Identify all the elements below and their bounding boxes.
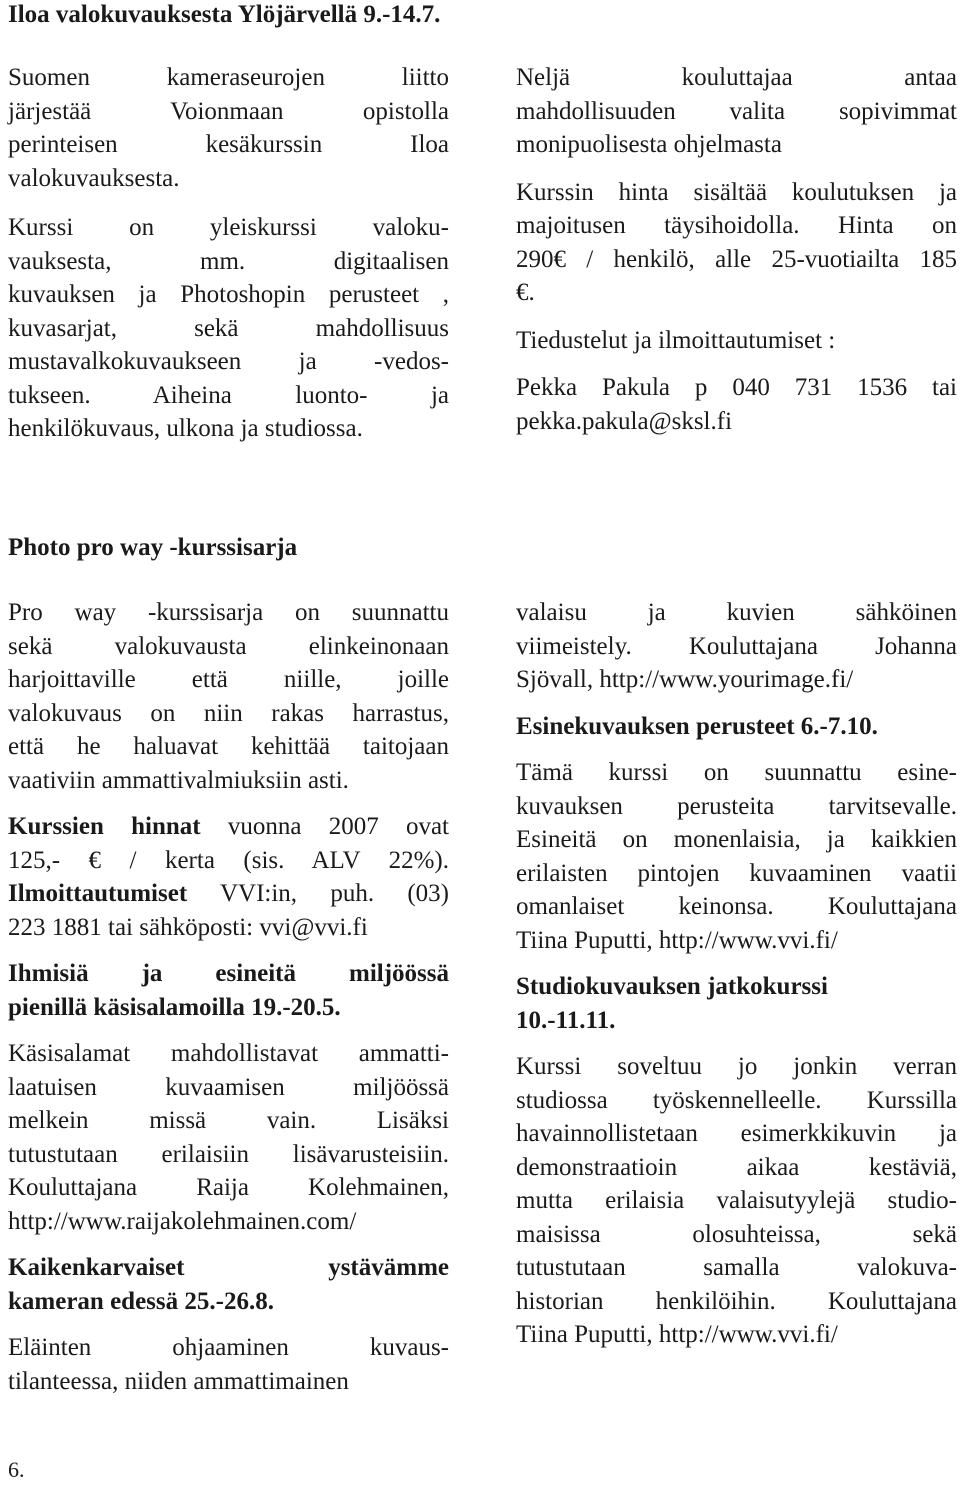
text-line: valokuvauksesta.: [8, 164, 180, 192]
text-line: Kurssin hinta sisältää koulutuksen ja: [516, 178, 957, 206]
text-fragment: VVI:in, puh. (03): [187, 880, 449, 907]
pro-way-intro: [8, 596, 449, 797]
text-line: [8, 877, 449, 911]
course-heading: [516, 710, 957, 744]
text-line: Sjövall, http://www.yourimage.fi/: [516, 666, 854, 693]
text-line: kuvasarjat, sekä mahdollisuus: [8, 314, 449, 342]
text-line: €.: [516, 279, 535, 306]
price-paragraph: [516, 176, 957, 310]
text-line: Tiina Puputti, http://www.vvi.fi/: [516, 1321, 838, 1348]
bottom-left-column: [8, 596, 449, 1398]
text-line: pienillä käsisalamoilla 19.-20.5.: [8, 993, 341, 1021]
bottom-right-column: [516, 596, 957, 1352]
text-line: sekä valokuvausta elinkeinonaan: [8, 632, 449, 660]
text-line: henkilökuvaus, ulkona ja studiossa.: [8, 415, 363, 442]
course-heading: [516, 970, 957, 1037]
text-line: melkein missä vain. Lisäksi: [8, 1107, 449, 1134]
text-fragment: vuonna 2007 ovat: [200, 813, 449, 840]
text-line: mutta erilaisia valaisutyylejä studio-: [516, 1187, 957, 1214]
text-line: Pekka Pakula p 040 731 1536 tai: [516, 374, 957, 401]
text-line: Suomen kameraseurojen liitto: [8, 64, 449, 91]
text-line: valokuvaus on niin rakas harrastus,: [8, 699, 449, 727]
text-line: Neljä kouluttajaa antaa: [516, 64, 957, 91]
course-description: [516, 1050, 957, 1352]
text-line: viimeistely. Kouluttajana Johanna: [516, 632, 957, 660]
text-line: majoitusen täysihoidolla. Hinta on: [516, 212, 957, 239]
text-line: tutustutaan erilaisiin lisävarusteisiin.: [8, 1140, 449, 1168]
course-description: [516, 756, 957, 957]
contact-paragraph: [516, 371, 957, 438]
text-line: demonstraatioin aikaa kestäviä,: [516, 1153, 957, 1181]
intro-paragraph: [8, 61, 449, 195]
page-title: Iloa valokuvauksesta Ylöjärvellä 9.-14.7.: [8, 1, 441, 28]
text-line: tilanteessa, niiden ammattimainen: [8, 1367, 349, 1395]
text-line: valaisu ja kuvien sähköinen: [516, 599, 957, 626]
text-line: havainnollistetaan esimerkkikuvin ja: [516, 1120, 957, 1147]
text-line: [8, 810, 449, 844]
course-description-paragraph: [8, 211, 449, 446]
text-line: http://www.raijakolehmainen.com/: [8, 1207, 357, 1235]
text-line: järjestää Voionmaan opistolla: [8, 97, 449, 125]
text-line: Esineitä on monenlaisia, ja kaikkien: [516, 826, 957, 853]
signup-label: Ilmoittautumiset: [8, 880, 188, 907]
course-description: [8, 1037, 449, 1238]
text-line: Studiokuvauksen jatkokurssi: [516, 973, 828, 1000]
text-line: monipuolisesta ohjelmasta: [516, 131, 782, 158]
text-line: Eläinten ohjaaminen kuvaus-: [8, 1334, 449, 1361]
prices-and-signup: [8, 810, 449, 944]
section-heading: Photo pro way -kurssisarja: [8, 534, 298, 561]
course-heading: [8, 1251, 449, 1318]
text-line: 10.-11.11.: [516, 1006, 616, 1034]
text-line: harjoittaville että niille, joille: [8, 666, 449, 693]
text-line: Kouluttajana Raija Kolehmainen,: [8, 1174, 449, 1201]
text-line: studiossa työskennelleelle. Kurssilla: [516, 1086, 957, 1114]
text-line: vauksesta, mm. digitaalisen: [8, 247, 449, 275]
trainers-paragraph: [516, 61, 957, 162]
text-line: Kaikenkarvaiset ystävämme: [8, 1254, 449, 1281]
text-line: että he haluavat kehittää taitojaan: [8, 733, 449, 760]
course-description-continued: [516, 596, 957, 697]
text-line: vaativiin ammattivalmiuksiin asti.: [8, 766, 349, 794]
text-line: mahdollisuuden valita sopivimmat: [516, 97, 957, 125]
text-line: 290€ / henkilö, alle 25-vuotiailta 185: [516, 245, 957, 273]
contact-email: pekka.pakula@sksl.fi: [516, 407, 733, 435]
text-line: Tiedustelut ja ilmoittautumiset :: [516, 326, 836, 354]
text-line: Tiina Puputti, http://www.vvi.fi/: [516, 926, 838, 954]
text-line: erilaisten pintojen kuvaaminen vaatii: [516, 859, 957, 887]
text-line: Kurssi soveltuu jo jonkin verran: [516, 1053, 957, 1080]
course-description: [8, 1331, 449, 1398]
course-heading: [8, 957, 449, 1024]
text-line: Ihmisiä ja esineitä miljöössä: [8, 960, 449, 987]
text-line: tukseen. Aiheina luonto- ja: [8, 381, 449, 409]
text-line: Esinekuvauksen perusteet 6.-7.10.: [516, 712, 878, 740]
text-line: Kurssi on yleiskurssi valoku-: [8, 214, 449, 241]
page-number: 6.: [8, 1457, 25, 1482]
text-line: tutustutaan samalla valokuva-: [516, 1254, 957, 1281]
prices-label: Kurssien hinnat: [8, 813, 201, 840]
text-line: kuvauksen ja Photoshopin perusteet ,: [8, 281, 449, 308]
text-line: Käsisalamat mahdollistavat ammatti-: [8, 1040, 449, 1067]
top-right-column: [516, 61, 957, 438]
text-line: Tämä kurssi on suunnattu esine-: [516, 759, 957, 786]
text-line: 125,- € / kerta (sis. ALV 22%).: [8, 846, 449, 874]
text-line: omanlaiset keinonsa. Kouluttajana: [516, 893, 957, 920]
text-line: kuvauksen perusteita tarvitsevalle.: [516, 792, 957, 820]
text-line: 223 1881 tai sähköposti: vvi@vvi.fi: [8, 913, 368, 941]
text-line: historian henkilöihin. Kouluttajana: [516, 1287, 957, 1315]
text-line: maisissa olosuhteissa, sekä: [516, 1220, 957, 1248]
text-line: Pro way -kurssisarja on suunnattu: [8, 599, 449, 626]
text-line: mustavalkokuvaukseen ja -vedos-: [8, 348, 449, 375]
top-left-column: [8, 61, 449, 446]
inquiries-paragraph: [516, 324, 957, 358]
text-line: perinteisen kesäkurssin Iloa: [8, 131, 449, 158]
text-line: laatuisen kuvaamisen miljöössä: [8, 1073, 449, 1101]
text-line: kameran edessä 25.-26.8.: [8, 1287, 274, 1315]
